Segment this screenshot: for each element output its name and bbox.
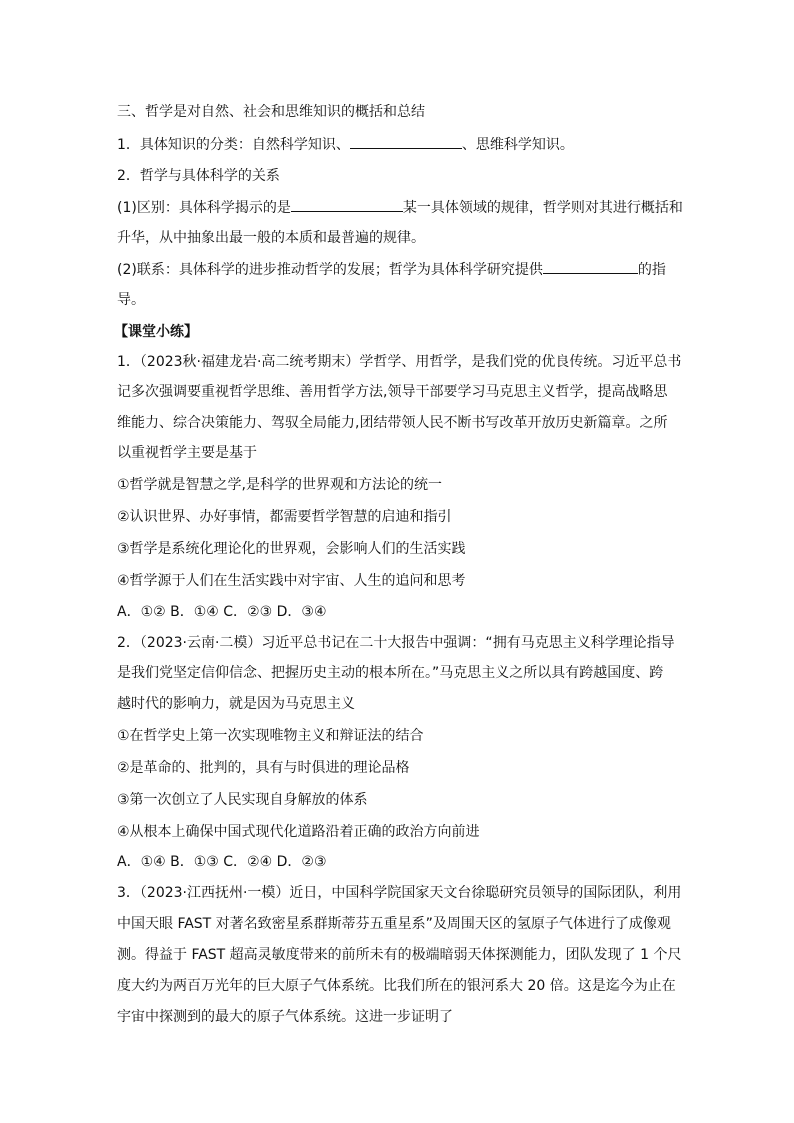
item-2-2-text-b: 的指 (637, 262, 666, 278)
q1-line-2: 记多次强调要重视哲学思维、善用哲学方法,领导干部要学习马克思主义哲学，提高战略思 (117, 384, 668, 400)
q2-line-3: 越时代的影响力，就是因为马克思主义 (117, 696, 355, 712)
fill-blank-2[interactable] (291, 197, 403, 212)
item-2: 2．哲学与具体科学的关系 (117, 168, 280, 184)
item-1-text-b: 、思维科学知识。 (461, 137, 574, 153)
q2-option-4: ④从根本上确保中国式现代化道路沿着正确的政治方向前进 (117, 824, 480, 840)
q1-option-1: ①哲学就是智慧之学,是科学的世界观和方法论的统一 (117, 477, 442, 493)
q1-line-1: 1．（2023秋·福建龙岩·高二统考期末）学哲学、用哲学，是我们党的优良传统。习近平总书 (117, 354, 682, 370)
q2-option-3: ③第一次创立了人民实现自身解放的体系 (117, 792, 368, 808)
fill-blank-3[interactable] (543, 259, 638, 274)
q3-line-1: 3．（2023·江西抚州·一模）近日，中国科学院国家天文台徐聪研究员领导的国际团队，利用 (117, 885, 682, 901)
item-2-1-line-1 (117, 197, 683, 218)
q1-line-3: 维能力、综合决策能力、驾驭全局能力,团结带领人民不断书写改革开放历史新篇章。之所 (117, 415, 668, 431)
item-2-2-text-a: (2)联系：具体科学的进步推动哲学的发展；哲学为具体科学研究提供 (117, 262, 543, 278)
q1-choices: A．①② B．①④ C．②③ D．③④ (117, 604, 327, 620)
section-heading: 三、哲学是对自然、社会和思维知识的概括和总结 (117, 104, 425, 120)
item-1 (117, 134, 677, 155)
practice-title: 【课堂小练】 (114, 324, 198, 340)
q2-choices: A．①④ B．①③ C．②④ D．②③ (117, 854, 327, 870)
item-2-1-text-b: 某一具体领域的规律，哲学则对其进行概括和 (402, 200, 683, 216)
item-2-2-line-1 (117, 259, 677, 280)
q2-option-2: ②是革命的、批判的，具有与时俱进的理论品格 (117, 760, 410, 776)
q1-option-3: ③哲学是系统化理论化的世界观，会影响人们的生活实践 (117, 541, 466, 557)
q2-line-1: 2．（2023·云南·二模）习近平总书记在二十大报告中强调：“拥有马克思主义科学理论指导 (117, 635, 675, 651)
fill-blank-1[interactable] (350, 134, 462, 149)
q3-line-2: 中国天眼 FAST 对著名致密星系群斯蒂芬五重星系”及周围天区的氢原子气体进行了成像观 (117, 916, 671, 932)
item-2-1-line-2: 升华，从中抽象出最一般的本质和最普遍的规律。 (117, 230, 425, 246)
q2-line-2: 是我们党坚定信仰信念、把握历史主动的根本所在。”马克思主义之所以具有跨越国度、跨 (117, 665, 664, 681)
item-2-1-text-a: (1)区别：具体科学揭示的是 (117, 200, 291, 216)
q3-line-5: 宇宙中探测到的最大的原子气体系统。这进一步证明了 (117, 1009, 453, 1025)
item-1-text-a: 1．具体知识的分类：自然科学知识、 (117, 137, 350, 153)
q1-option-4: ④哲学源于人们在生活实践中对宇宙、人生的追问和思考 (117, 573, 466, 589)
q2-option-1: ①在哲学史上第一次实现唯物主义和辩证法的结合 (117, 728, 424, 744)
q3-line-4: 度大约为两百万光年的巨大原子气体系统。比我们所在的银河系大 20 倍。这是迄今为止在 (117, 978, 676, 994)
q1-line-4: 以重视哲学主要是基于 (117, 445, 257, 461)
item-2-2-line-2: 导。 (117, 292, 145, 308)
q3-line-3: 测。得益于 FAST 超高灵敏度带来的前所未有的极端暗弱天体探测能力，团队发现了 1 个尺 (117, 947, 682, 963)
q1-option-2: ②认识世界、办好事情，都需要哲学智慧的启迪和指引 (117, 509, 452, 525)
